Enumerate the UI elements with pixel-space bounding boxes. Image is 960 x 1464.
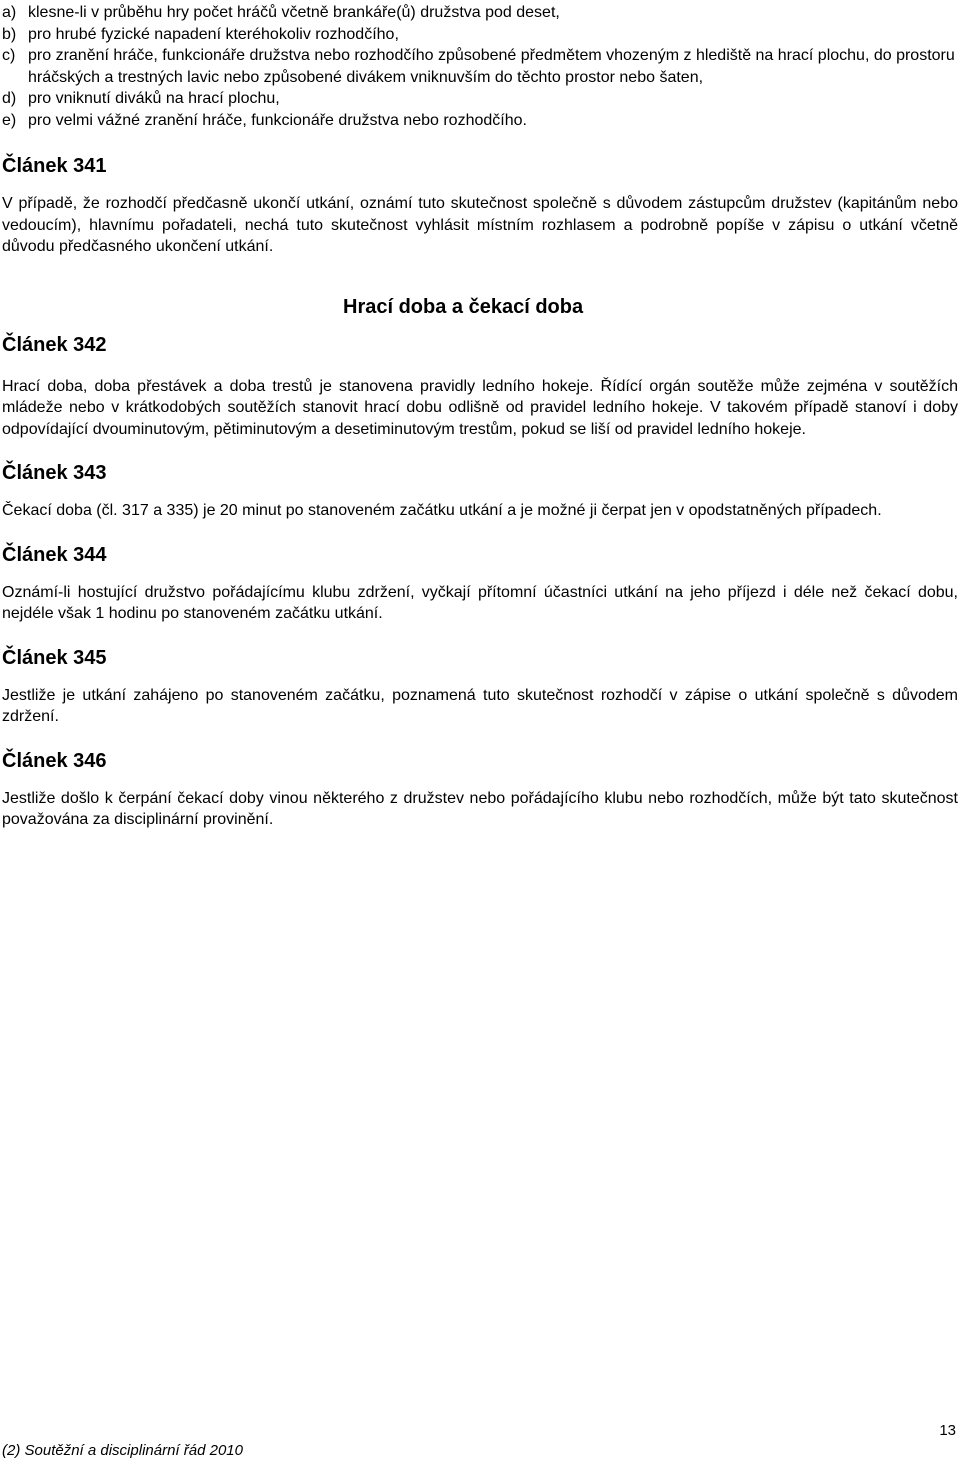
- list-item: [2, 110, 958, 132]
- list-item: [2, 24, 958, 46]
- list-marker: d): [2, 90, 17, 107]
- list-marker: e): [2, 111, 17, 129]
- article-342-text: Hrací doba, doba přestávek a doba trestů je stanovena pravidly ledního hokeje. Řídící orgán soutěže může zejména v soutěžích mládeže nebo v krátkodobých soutěžích stanovit hrací dobu odlišně od pravidel ledního hokeje. V takovém případě stanoví i doby odpovídající dvouminutovým, pětiminutovým a desetiminutovým trestům, pokud se liší od pravidel ledního hokeje.: [2, 377, 958, 438]
- article-346-heading: Článek 346: [2, 749, 107, 772]
- list-item-text: pro vniknutí diváků na hrací plochu,: [28, 90, 280, 107]
- list-marker: a): [2, 4, 17, 21]
- list-item: [2, 45, 958, 88]
- termination-reasons-list: [2, 2, 958, 131]
- article-345-heading: Článek 345: [2, 646, 107, 669]
- footer-document-name: (2) Soutěžní a disciplinární řád 2010: [2, 1442, 243, 1459]
- article-344-text: Oznámí-li hostující družstvo pořádajícímu klubu zdržení, vyčkají přítomní účastníci utkání na jeho příjezd i déle než čekací dobu, nejdéle však 1 hodinu po stanoveném začátku utkání.: [2, 583, 958, 622]
- list-marker: b): [2, 25, 17, 43]
- list-item-text: pro velmi vážné zranění hráče, funkcionáře družstva nebo rozhodčího.: [28, 111, 527, 129]
- section-header-block: [2, 258, 958, 362]
- list-item-text: pro zranění hráče, funkcionáře družstva nebo rozhodčího způsobené předmětem vhozeným z hlediště na hrací plochu, do prostoru hráčských a trestných lavic nebo způsobené divákem vniknuvším do těchto prostor nebo šaten,: [28, 47, 955, 86]
- article-343-text: Čekací doba (čl. 317 a 335) je 20 minut po stanoveném začátku utkání a je možné ji čerpat jen v opodstatněných případech.: [2, 502, 882, 519]
- list-item-text: pro hrubé fyzické napadení kteréhokoliv rozhodčího,: [28, 25, 399, 43]
- page-content: [2, 2, 958, 831]
- article-343-heading: Článek 343: [2, 462, 107, 484]
- article-346-text: Jestliže došlo k čerpání čekací doby vinou některého z družstev nebo pořádajícího klubu nebo rozhodčích, může být tato skutečnost považována za disciplinární provinění.: [2, 789, 958, 828]
- article-342-heading: Článek 342: [2, 333, 107, 356]
- list-item: [2, 2, 958, 24]
- article-344-heading: Článek 344: [2, 543, 107, 566]
- article-341-text: V případě, že rozhodčí předčasně ukončí utkání, oznámí tuto skutečnost společně s důvodem zástupcům družstev (kapitánům nebo vedoucím), hlavnímu pořadateli, nechá tuto skutečnost vyhlásit místním rozhlasem a podrobně popíše v zápisu o utkání včetně důvodu předčasného ukončení utkání.: [2, 195, 958, 255]
- list-item-text: klesne-li v průběhu hry počet hráčů včetně brankáře(ů) družstva pod deset,: [28, 4, 560, 21]
- article-345-text: Jestliže je utkání zahájeno po stanoveném začátku, poznamená tuto skutečnost rozhodčí v zápise o utkání společně s důvodem zdržení.: [2, 686, 958, 725]
- page-number: 13: [939, 1422, 956, 1439]
- list-marker: c): [2, 47, 16, 64]
- list-item: [2, 88, 958, 110]
- section-title: Hrací doba a čekací doba: [343, 295, 584, 318]
- article-341-heading: Článek 341: [2, 155, 107, 177]
